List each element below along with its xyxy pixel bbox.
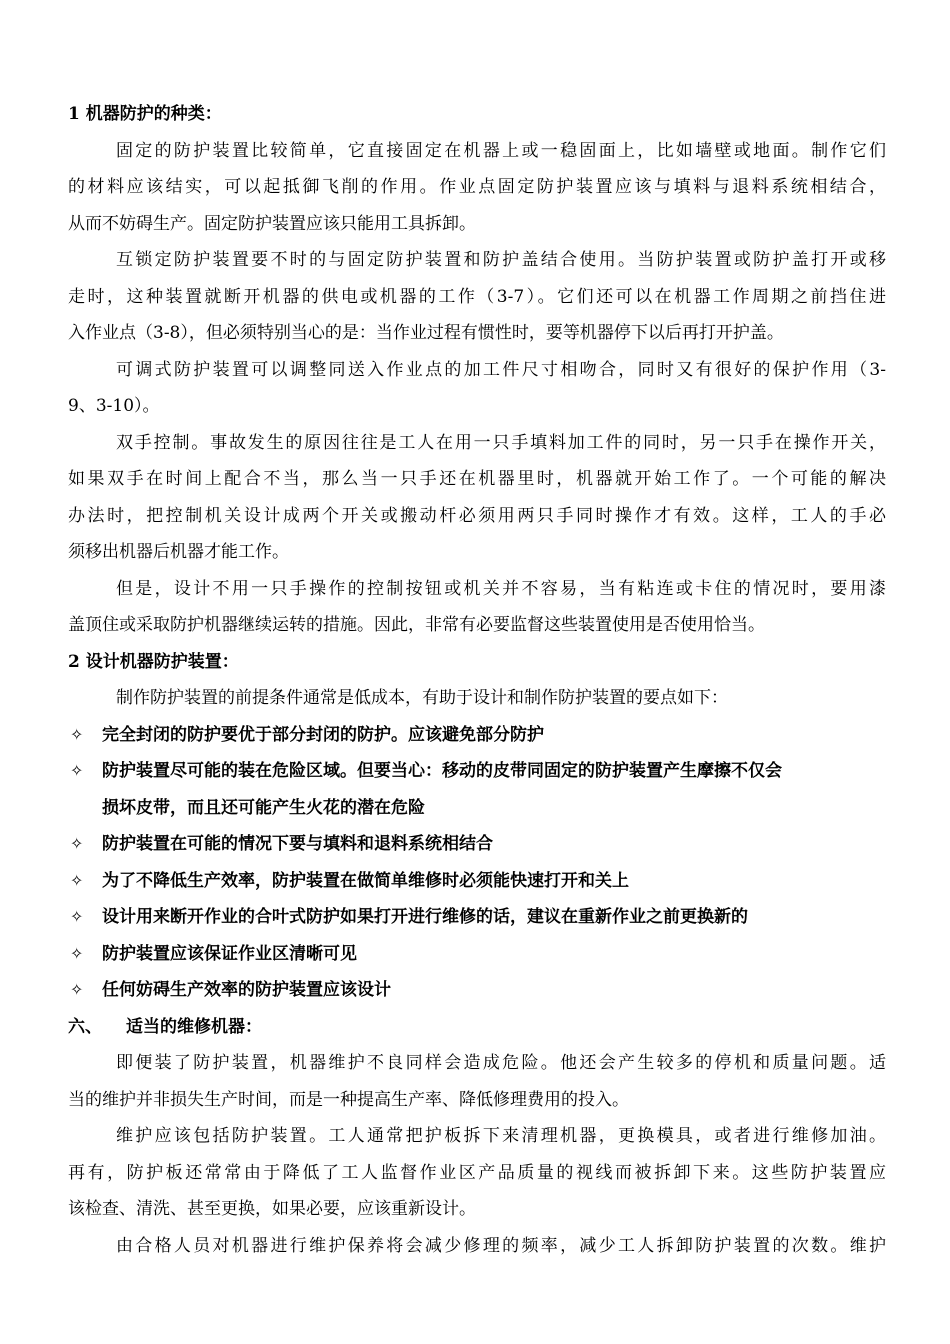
list-item bbox=[68, 863, 886, 900]
diamond-bullet-icon: ✧ bbox=[70, 907, 84, 926]
paragraph-line: 走时，这种装置就断开机器的供电或机器的工作（3-7）。它们还可以在机器工作周期之前挡住进 bbox=[68, 286, 886, 307]
list-item bbox=[68, 753, 886, 790]
paragraph-design-intro: 制作防护装置的前提条件通常是低成本，有助于设计和制作防护装置的要点如下： bbox=[116, 688, 728, 708]
paragraph-maintenance-intro bbox=[68, 1045, 886, 1118]
paragraph-line: 9、3-10）。 bbox=[68, 396, 160, 416]
paragraph-line: 该检查、清洗、甚至更换，如果必要，应该重新设计。 bbox=[68, 1199, 476, 1219]
paragraph-line: 办法时，把控制机关设计成两个开关或搬动杆必须用两只手同时操作才有效。这样，工人的手必 bbox=[68, 505, 886, 526]
list-item bbox=[68, 717, 886, 754]
paragraph-line: 盖顶住或采取防护机器继续运转的措施。因此，非常有必要监督这些装置使用是否使用恰当。 bbox=[68, 615, 765, 635]
list-item bbox=[68, 899, 886, 936]
section-heading-2: 2 设计机器防护装置： bbox=[68, 651, 239, 672]
diamond-bullet-icon: ✧ bbox=[70, 834, 84, 853]
paragraph-line: 维护应该包括防护装置。工人通常把护板拆下来清理机器，更换模具，或者进行维修加油。 bbox=[116, 1126, 886, 1146]
bullet-list bbox=[68, 717, 886, 1009]
list-item bbox=[68, 936, 886, 973]
paragraph-line: 入作业点（3-8），但必须特别当心的是：当作业过程有惯性时，要等机器停下以后再打开护盖。 bbox=[68, 323, 784, 343]
paragraph-line: 但是，设计不用一只手操作的控制按钮或机关并不容易，当有粘连或卡住的情况时，要用漆 bbox=[116, 578, 886, 599]
diamond-bullet-icon: ✧ bbox=[70, 943, 84, 963]
diamond-bullet-icon: ✧ bbox=[70, 724, 84, 744]
paragraph-line: 互锁定防护装置要不时的与固定防护装置和防护盖结合使用。当防护装置或防护盖打开或移 bbox=[116, 250, 886, 270]
diamond-bullet-icon: ✧ bbox=[70, 761, 84, 780]
paragraph-two-hand-control bbox=[68, 425, 886, 571]
diamond-bullet-icon: ✧ bbox=[70, 870, 84, 890]
paragraph-interlock-guards bbox=[68, 242, 886, 352]
list-item-text: 设计用来断开作业的合叶式防护如果打开进行维修的话，建议在重新作业之前更换新的 bbox=[102, 907, 748, 927]
paragraph-line: 从而不妨碍生产。固定防护装置应该只能用工具拆卸。 bbox=[68, 213, 476, 234]
paragraph-qualified-maintenance bbox=[68, 1228, 886, 1265]
paragraph-fixed-guards bbox=[68, 133, 886, 243]
list-item-text: 防护装置应该保证作业区清晰可见 bbox=[102, 943, 357, 964]
paragraph-line: 如果双手在时间上配合不当，那么当一只手还在机器里时，机器就开始工作了。一个可能的解决 bbox=[68, 469, 886, 489]
list-item-text: 为了不降低生产效率，防护装置在做简单维修时必须能快速打开和关上 bbox=[102, 870, 629, 891]
paragraph-line: 双手控制。事故发生的原因往往是工人在用一只手填料加工件的同时，另一只手在操作开关， bbox=[116, 432, 886, 453]
paragraph-line: 的材料应该结实，可以起抵御飞削的作用。作业点固定防护装置应该与填料与退料系统相结合， bbox=[68, 177, 886, 197]
list-item-text: 防护装置在可能的情况下要与填料和退料系统相结合 bbox=[102, 834, 493, 854]
paragraph-line: 即便装了防护装置，机器维护不良同样会造成危险。他还会产生较多的停机和质量问题。适 bbox=[116, 1053, 886, 1073]
paragraph-line: 当的维护并非损失生产时间，而是一种提高生产率、降低修理费用的投入。 bbox=[68, 1089, 629, 1110]
diamond-bullet-icon: ✧ bbox=[70, 980, 84, 999]
document-page bbox=[68, 96, 886, 1264]
section-title: 适当的维修机器： bbox=[126, 1016, 262, 1037]
list-item bbox=[68, 972, 886, 1009]
paragraph-line: 可调式防护装置可以调整同送入作业点的加工件尺寸相吻合，同时又有很好的保护作用（3- bbox=[116, 359, 886, 380]
paragraph-line: 须移出机器后机器才能工作。 bbox=[68, 542, 289, 562]
paragraph-maintenance-guards bbox=[68, 1118, 886, 1228]
section-number: 六、 bbox=[68, 1016, 102, 1037]
paragraph-line: 由合格人员对机器进行维护保养将会减少修理的频率，减少工人拆卸防护装置的次数。维护 bbox=[116, 1235, 886, 1256]
section-heading-1: 1 机器防护的种类： bbox=[68, 104, 222, 124]
paragraph-control-caveat bbox=[68, 571, 886, 644]
section-heading-6 bbox=[68, 1009, 886, 1046]
paragraph-line: 固定的防护装置比较简单，它直接固定在机器上或一稳固面上，比如墙壁或地面。制作它们 bbox=[116, 140, 886, 161]
list-item-text: 完全封闭的防护要优于部分封闭的防护。应该避免部分防护 bbox=[102, 724, 544, 745]
list-item-text: 防护装置尽可能的装在危险区域。但要当心：移动的皮带同固定的防护装置产生摩擦不仅会 bbox=[102, 761, 782, 781]
list-item bbox=[68, 826, 886, 863]
paragraph-adjustable-guards bbox=[68, 352, 886, 425]
paragraph-line: 再有，防护板还常常由于降低了工人监督作业区产品质量的视线而被拆卸下来。这些防护装置应 bbox=[68, 1162, 886, 1183]
list-item-text: 任何妨碍生产效率的防护装置应该设计 bbox=[102, 980, 391, 1000]
list-item-continuation: 损坏皮带，而且还可能产生火花的潜在危险 bbox=[102, 797, 425, 818]
